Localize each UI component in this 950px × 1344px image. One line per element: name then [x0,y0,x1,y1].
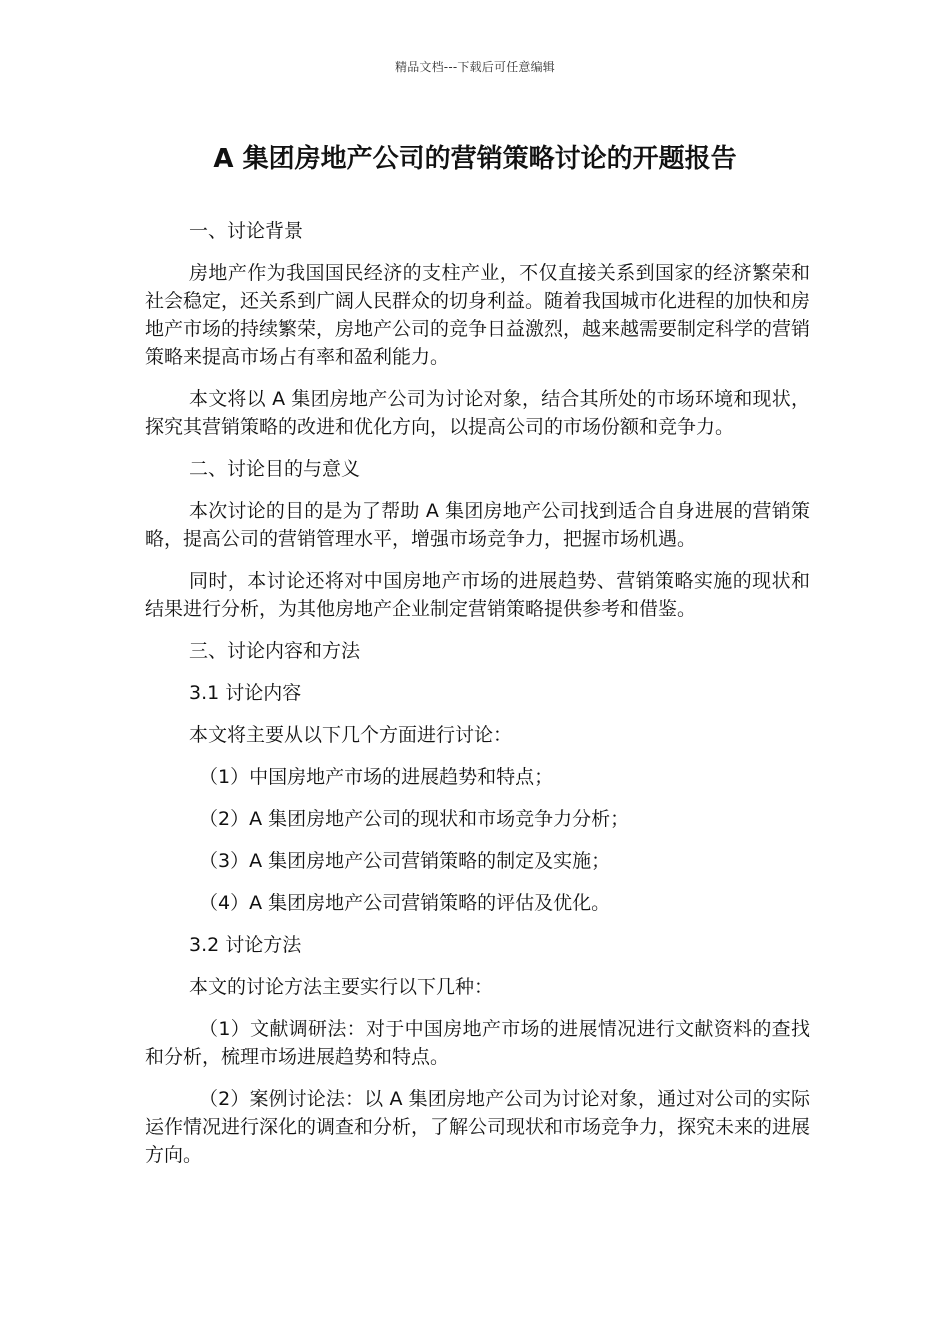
paragraph: 本文的讨论方法主要实行以下几种： [189,976,494,998]
subsection-heading-method: 3.2 讨论方法 [189,934,302,956]
list-item: （1）文献调研法：对于中国房地产市场的进展情况进行文献资料的查找和分析，梳理市场进展趋势和特点。 [145,1018,810,1068]
list-item: （1）中国房地产市场的进展趋势和特点； [199,766,554,788]
section-heading-background: 一、讨论背景 [189,220,304,242]
paragraph: 本次讨论的目的是为了帮助 A 集团房地产公司找到适合自身进展的营销策略，提高公司的营销管理水平，增强市场竞争力，把握市场机遇。 [145,500,810,550]
list-item: （2）案例讨论法：以 A 集团房地产公司为讨论对象，通过对公司的实际运作情况进行深化的调查和分析，了解公司现状和市场竞争力，探究未来的进展方向。 [145,1088,811,1166]
paragraph: 本文将主要从以下几个方面进行讨论： [189,724,513,746]
document-body [145,217,810,1183]
list-item: （2）A 集团房地产公司的现状和市场竞争力分析； [199,808,630,830]
list-item: （3）A 集团房地产公司营销策略的制定及实施； [199,850,611,872]
section-heading-content-method: 三、讨论内容和方法 [189,640,361,662]
paragraph: 房地产作为我国国民经济的支柱产业，不仅直接关系到国家的经济繁荣和社会稳定，还关系到广阔人民群众的切身利益。随着我国城市化进程的加快和房地产市场的持续繁荣，房地产公司的竞争日益激烈，越来越需要制定科学的营销策略来提高市场占有率和盈利能力。 [145,262,811,368]
subsection-heading-content: 3.1 讨论内容 [189,682,302,704]
paragraph: 本文将以 A 集团房地产公司为讨论对象，结合其所处的市场环境和现状，探究其营销策略的改进和优化方向，以提高公司的市场份额和竞争力。 [145,388,810,438]
list-item: （4）A 集团房地产公司营销策略的评估及优化。 [199,892,611,914]
document-title: A 集团房地产公司的营销策略讨论的开题报告 [213,144,737,174]
header-note: 精品文档---下载后可任意编辑 [395,60,555,74]
section-heading-purpose: 二、讨论目的与意义 [189,458,361,480]
paragraph: 同时，本讨论还将对中国房地产市场的进展趋势、营销策略实施的现状和结果进行分析，为其他房地产企业制定营销策略提供参考和借鉴。 [145,570,810,620]
